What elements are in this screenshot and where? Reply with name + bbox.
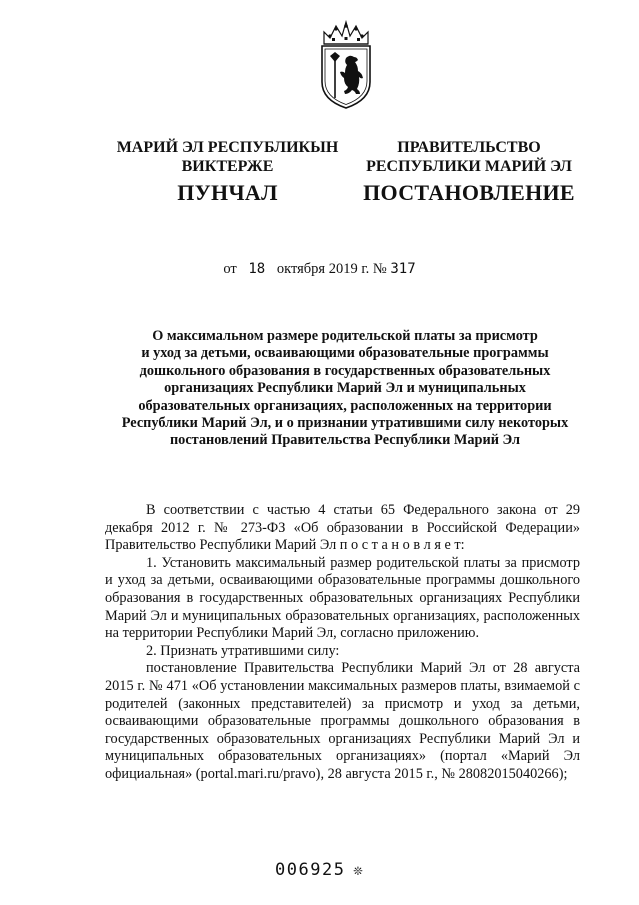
date-month-year: октября 2019 г. № [276,261,387,277]
serial-number: 006925 [275,860,346,880]
title-line: О максимальном размере родительской платы за присмотр [152,328,538,344]
document-title [100,328,590,450]
header-right-line1: ПРАВИТЕЛЬСТВО [397,139,541,156]
date-number-line [0,261,639,278]
title-line: Республики Марий Эл, и о признании утратившими силу некоторых [121,415,569,432]
header-left-block [95,138,360,206]
body-item-2: 2. Признать утратившими силу: [146,642,340,659]
serial-mark-icon: ❊ [353,861,364,879]
header-right-doc-type: ПОСТАНОВЛЕНИЕ [363,180,575,205]
header-left-line1: МАРИЙ ЭЛ РЕСПУБЛИКЫН [116,139,339,156]
date-prefix: от [223,261,237,277]
body-item-1: 1. Установить максимальный размер родительской платы за присмотр и уход за детьми, осваивающими образовательные программы дошкольного образования в государственных образовательных организациях Республики Марий Эл и муниципальных образовательных организациях, расположенных на территории Республики Марий Эл, согласно приложению. [105,554,580,642]
date-day: 18 [248,261,266,277]
document-body [105,502,580,784]
title-line: постановлений Правительства Республики Марий Эл [169,432,521,449]
document-number: 317 [390,261,416,277]
form-serial-number [0,860,639,880]
title-line: дошкольного образования в государственных образовательных [139,362,551,379]
header-left-line2: ВИКТЕРЖЕ [181,158,274,175]
header-right-block [350,138,588,206]
header-right-line2: РЕСПУБЛИКИ МАРИЙ ЭЛ [366,158,572,175]
header-left-doc-type: ПУНЧАЛ [177,180,278,205]
body-intro-paragraph: В соответствии с частью 4 статьи 65 Федерального закона от 29 декабря 2012 г. № 273-ФЗ «Об образовании в Российской Федерации» Правительство Республики Марий Эл п о с т а н о в л я е т: [105,502,580,554]
coat-of-arms-icon [318,18,374,110]
title-line: организациях Республики Марий Эл и муниципальных [164,380,526,397]
title-line: и уход за детьми, осваивающими образовательные программы [141,345,549,362]
body-item-2-sub-1: постановление Правительства Республики Марий Эл от 28 августа 2015 г. № 471 «Об установлении максимальных размеров платы, взимаемой с родителей (законных представителей) за присмотр и уход за детьми, осваивающими образовательные программы дошкольного образования в государственных образовательных организациях Республики Марий Эл и муниципальных образовательных организациях» (портал «Марий Эл официальная» (portal.mari.ru/pravo), 28 августа 2015 г., № 28082015040266); [105,660,580,782]
title-line: образовательных организациях, расположенных на территории [138,397,552,414]
